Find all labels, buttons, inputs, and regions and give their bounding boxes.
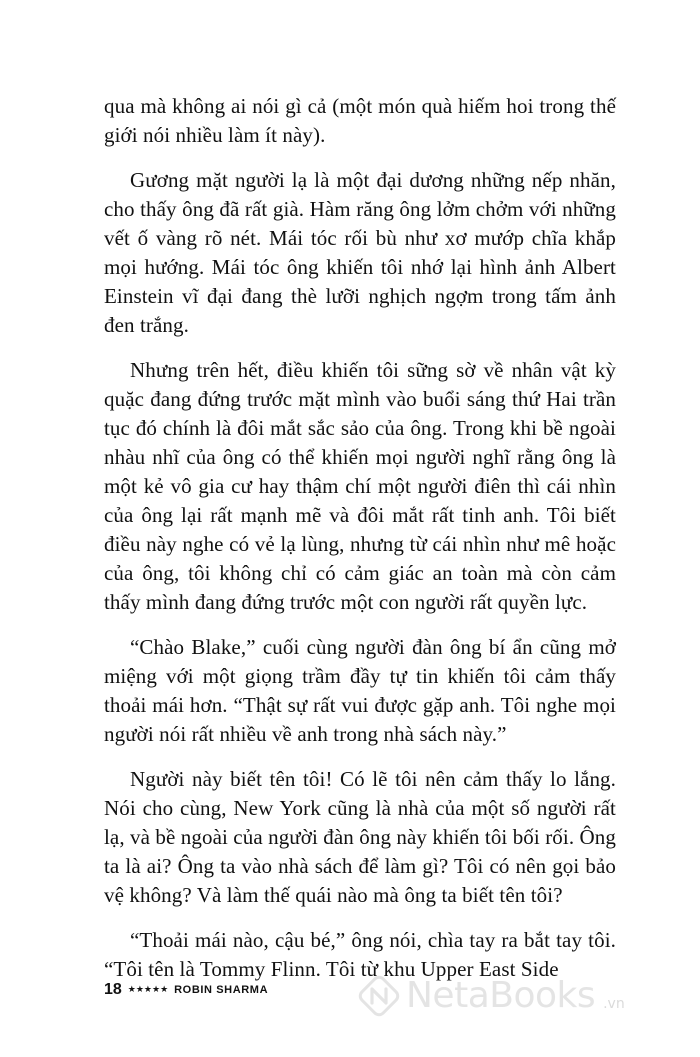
watermark-brand: NetaBooks [406, 975, 596, 1016]
star-ornament-icon: ★★★★★ [127, 983, 169, 994]
paragraph-2: Gương mặt người lạ là một đại dương những nếp nhăn, cho thấy ông đã rất già. Hàm răng ông lởm chởm với những vết ố vàng rõ nét. Mái tóc rối bù như xơ mướp chĩa khắp mọi hướng. Mái tóc ông khiến tôi nhớ lại hình ảnh Albert Einstein vĩ đại đang thè lưỡi nghịch ngợm trong tấm ảnh đen trắng. [104, 168, 616, 337]
watermark-tld: .vn [603, 996, 625, 1012]
running-footer-author: ROBIN SHARMA [174, 984, 269, 996]
paragraph-3: Nhưng trên hết, điều khiến tôi sững sờ về nhân vật kỳ quặc đang đứng trước mặt mình vào buổi sáng thứ Hai trần tục đó chính là đôi mắt sắc sảo của ông. Trong khi bề ngoài nhàu nhĩ của ông có thể khiến mọi người nghĩ rằng ông là một kẻ vô gia cư hay thậm chí một người điên thì cái nhìn của ông lại rất mạnh mẽ và đôi mắt rất tinh anh. Tôi biết điều này nghe có vẻ lạ lùng, nhưng từ cái nhìn như mê hoặc của ông, tôi không chỉ có cảm giác an toàn mà còn cảm thấy mình đang đứng trước một con người rất quyền lực. [104, 358, 616, 614]
paragraph-1: qua mà không ai nói gì cả (một món quà hiếm hoi trong thế giới nói nhiều làm ít này). [104, 94, 616, 147]
netabooks-logo-icon [358, 975, 400, 1017]
paragraph-4: “Chào Blake,” cuối cùng người đàn ông bí ẩn cũng mở miệng với một giọng trầm đầy tự tin khiến tôi cảm thấy thoải mái hơn. “Thật sự rất vui được gặp anh. Tôi nghe mọi người nói rất nhiều về anh trong nhà sách này.” [104, 635, 616, 746]
watermark [358, 975, 625, 1017]
body-text [104, 92, 616, 1000]
page-number: 18 [104, 981, 122, 998]
paragraph-5: Người này biết tên tôi! Có lẽ tôi nên cảm thấy lo lắng. Nói cho cùng, New York cũng là nhà của một số người rất lạ, và bề ngoài của người đàn ông này khiến tôi bối rối. Ông ta là ai? Ông ta vào nhà sách để làm gì? Tôi có nên gọi bảo vệ không? Và làm thế quái nào mà ông ta biết tên tôi? [104, 767, 616, 907]
paragraph-6: “Thoải mái nào, cậu bé,” ông nói, chìa tay ra bắt tay tôi. “Tôi tên là Tommy Flinn. Tôi từ khu Upper East Side [104, 928, 616, 981]
page-footer [104, 981, 268, 999]
